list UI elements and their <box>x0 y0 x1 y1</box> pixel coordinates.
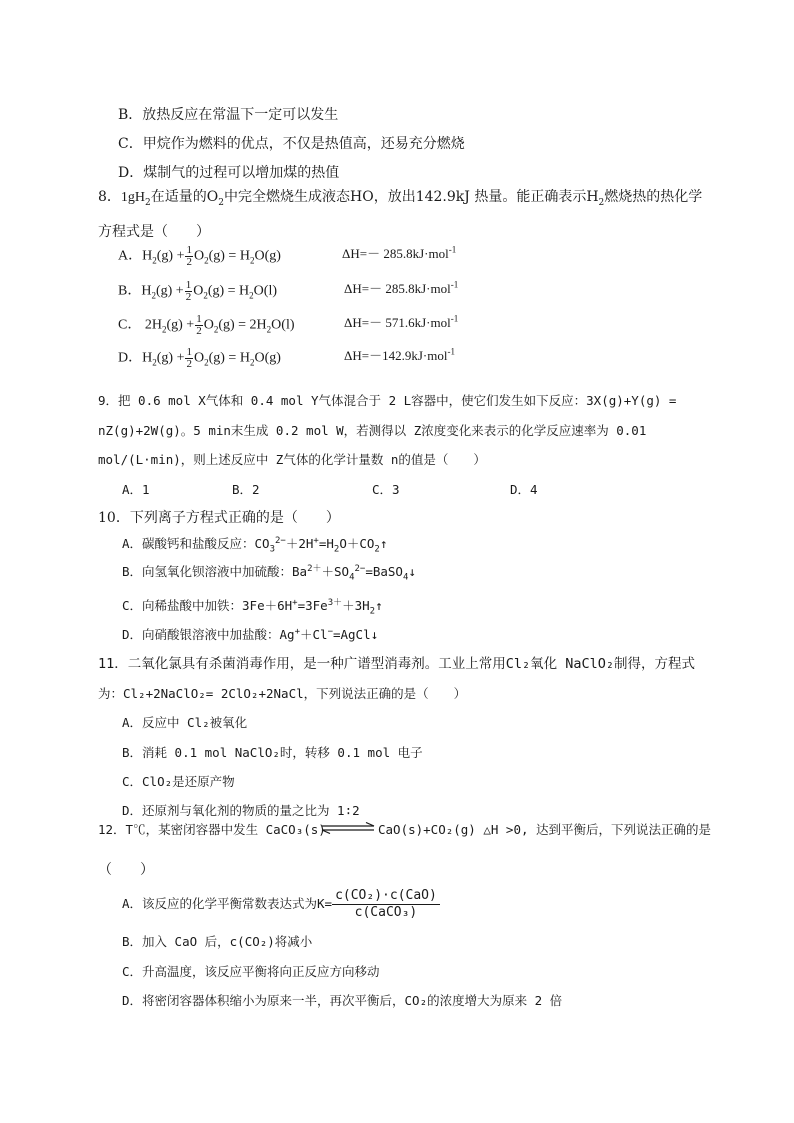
q12-option-d: D．将密闭容器体积缩小为原来一半，再次平衡后，CO₂的浓度增大为原来 2 倍 <box>122 993 563 1008</box>
half-fraction: $\frac{1}{2}$ <box>185 279 192 303</box>
half-fraction: $\frac{1}{2}$ <box>186 346 192 370</box>
q8-option-b: B．$H_2(g)$ + $\frac{1}{2}$ $O_2(g) = H_2O(l)$ <box>118 279 277 303</box>
equilibrium-arrow-icon <box>320 822 376 834</box>
q10-option-c: C．向稀盐酸中加铁：$3Fe+6H^+=3Fe^{3+}+3H_2↑$ <box>122 597 383 617</box>
q11-stem-line2: 为：Cl₂+2NaClO₂= 2ClO₂+2NaCl，下列说法正确的是（ ） <box>98 686 467 701</box>
half-fraction: $\frac{1}{2}$ <box>196 313 202 337</box>
q8-option-a: A．$H_2(g)$ + $\frac{1}{2}$ $O_2(g) = H_2O(g)$ <box>118 244 281 268</box>
q12-stem-line2: （ ） <box>98 862 154 878</box>
q11-stem-line1: 11．二氧化氯具有杀菌消毒作用，是一种广谱型消毒剂。工业上常用Cl₂氧化 NaClO₂制得，方程式 <box>98 656 696 672</box>
q9-stem-line3: mol/(L·min)，则上述反应中 Z气体的化学计量数 n的值是（ ） <box>98 452 486 467</box>
q8-option-b-enthalpy: ΔH=－ 285.8kJ·mol$^{-1}$ <box>344 279 459 296</box>
q12-option-a: A．该反应的化学平衡常数表达式为K= c(CO₂)·c(CaO) c(CaCO₃) <box>122 884 440 924</box>
q11-option-c: C．ClO₂是还原产物 <box>122 774 235 789</box>
q8-option-d: D．$H_2(g)$ + $\frac{1}{2}$ $O_2(g) = H_2O(g)$ <box>118 346 281 370</box>
q9-option-b: B．2 <box>232 482 260 497</box>
q10-option-b: B．向氢氧化钡溶液中加硫酸：$Ba^{2+}+SO_4^{2-}=BaSO_4↓$ <box>122 563 416 583</box>
q11-option-b: B．消耗 0.1 mol NaClO₂时，转移 0.1 mol 电子 <box>122 745 423 760</box>
q7-option-b: B．放热反应在常温下一定可以发生 <box>118 107 339 123</box>
q9-stem-line2: nZ(g)+2W(g)。5 min末生成 0.2 mol W，若测得以 Z浓度变化来表示的化学反应速率为 0.01 <box>98 423 647 438</box>
q9-stem-line1: 9．把 0.6 mol X气体和 0.4 mol Y气体混合于 2 L容器中，使它们发生如下反应：3X(g)+Y(g) = <box>98 393 677 408</box>
q12-option-c: C．升高温度，该反应平衡将向正反应方向移动 <box>122 964 380 979</box>
q10-stem: 10．下列离子方程式正确的是（ ） <box>98 510 340 526</box>
q9-option-c: C．3 <box>372 482 400 497</box>
equilibrium-constant-fraction: c(CO₂)·c(CaO) c(CaCO₃) <box>332 888 440 921</box>
q11-option-d: D．还原剂与氧化剂的物质的量之比为 1∶2 <box>122 803 360 818</box>
q12-stem-part2: CaO(s)+CO₂(g) △H >0, 达到平衡后，下列说法正确的是 <box>378 822 712 837</box>
q8-option-c: C． $2H_2(g)$ + $\frac{1}{2}$ $O_2(g) = 2H_2O(l)$ <box>118 313 295 337</box>
q12-option-b: B．加入 CaO 后，c(CO₂)将减小 <box>122 934 313 949</box>
half-fraction: $\frac{1}{2}$ <box>186 244 192 268</box>
q8-stem-line2: 方程式是（ ） <box>98 224 210 240</box>
q9-option-a: A．1 <box>122 482 150 497</box>
q9-option-d: D．4 <box>510 482 538 497</box>
q8-option-d-enthalpy: ΔH=－142.9kJ·mol$^{-1}$ <box>344 346 455 363</box>
q10-option-a: A．碳酸钙和盐酸反应：$CO_3^{2-}+2H^+=H_2O+CO_2↑$ <box>122 535 388 555</box>
q7-option-d: D．煤制气的过程可以增加煤的热值 <box>118 165 340 181</box>
q8-option-c-enthalpy: ΔH=－ 571.6kJ·mol$^{-1}$ <box>344 313 459 330</box>
q8-stem: 8．$1gH_2$在适量的$O_2$中完全燃烧生成液态HO，放出142.9kJ 热量。能正确表示$H_2$燃烧热的热化学 <box>98 189 703 208</box>
q8-option-a-enthalpy: ΔH=－ 285.8kJ·mol$^{-1}$ <box>342 244 457 261</box>
q11-option-a: A．反应中 Cl₂被氧化 <box>122 715 248 730</box>
q10-option-d: D．向硝酸银溶液中加盐酸：Ag+＋Cl−=AgCl↓ <box>122 626 379 642</box>
q7-option-c: C．甲烷作为燃料的优点，不仅是热值高，还易充分燃烧 <box>118 136 465 152</box>
q12-stem-part1: 12．T℃，某密闭容器中发生 CaCO₃(s) <box>98 822 326 837</box>
